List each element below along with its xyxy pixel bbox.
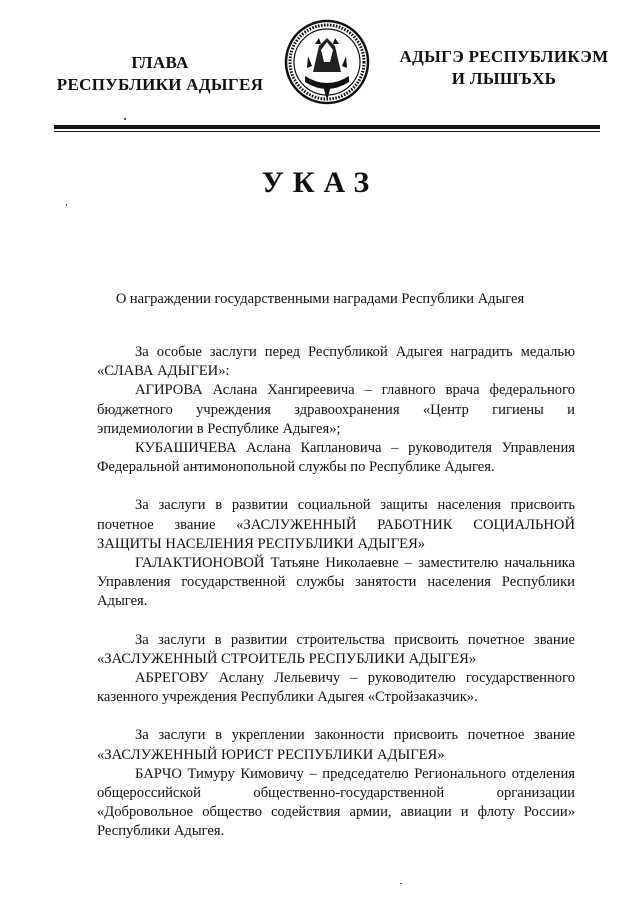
paragraph-barcho: БАРЧО Тимуру Кимовичу – председателю Регионального отделения общероссийской общественно-государственной организации «Добровольное общество содействия армии, авиации и флоту России» Республики Адыгея. [97,765,575,840]
header-right [398,46,610,90]
paragraph-kubashichev: КУБАШИЧЕВА Аслана Каплановича – руководителя Управления Федеральной антимонопольной службы по Республике Адыгея. [97,440,575,476]
coat-of-arms-emblem [283,16,371,112]
scan-speck [400,883,402,884]
header-rule-thick [54,125,600,129]
paragraph-award-medal: За особые заслуги перед Республикой Адыгея наградить медалью «СЛАВА АДЫГЕИ»: [97,344,575,380]
header-right-line2: И ЛЫШЪХЬ [451,69,557,88]
paragraph-agirov: АГИРОВА Аслана Хангиреевича – главного врача федерального бюджетного учреждения здравоохранения «Центр гигиены и эпидемиологии в Республике Адыгея»; [97,382,575,437]
paragraph-galaktionova: ГАЛАКТИОНОВОЙ Татьяне Николаевне – заместителю начальника Управления государственной службы занятости населения Республики Адыгея. [97,555,575,610]
document-title: УКАЗ [261,166,379,199]
scan-speck [124,118,126,120]
paragraph-construction: За заслуги в развитии строительства присвоить почетное звание «ЗАСЛУЖЕННЫЙ СТРОИТЕЛЬ РЕСПУБЛИКИ АДЫГЕЯ» [97,631,575,667]
header-left-line1: ГЛАВА [131,53,189,72]
document-subject: О награждении государственными наградами Республики Адыгея [115,291,525,307]
scan-speck [66,204,67,206]
paragraph-abregov: АБРЕГОВУ Аслану Лельевичу – руководителю государственного казенного учреждения Республики Адыгея «Стройзаказчик». [97,670,575,706]
document-body [97,343,575,842]
paragraph-social-protection: За заслуги в развитии социальной защиты населения присвоить почетное звание «ЗАСЛУЖЕННЫЙ РАБОТНИК СОЦИАЛЬНОЙ ЗАЩИТЫ НАСЕЛЕНИЯ РЕСПУБЛИКИ АДЫГЕЯ» [97,497,575,552]
header-right-line1: АДЫГЭ РЕСПУБЛИКЭМ [399,47,609,66]
header-left [40,52,280,96]
paragraph-lawyer: За заслуги в укреплении законности присвоить почетное звание «ЗАСЛУЖЕННЫЙ ЮРИСТ РЕСПУБЛИКИ АДЫГЕЯ» [97,727,575,763]
header-rule-thin [54,131,600,132]
header-left-line2: РЕСПУБЛИКИ АДЫГЕЯ [56,75,264,94]
